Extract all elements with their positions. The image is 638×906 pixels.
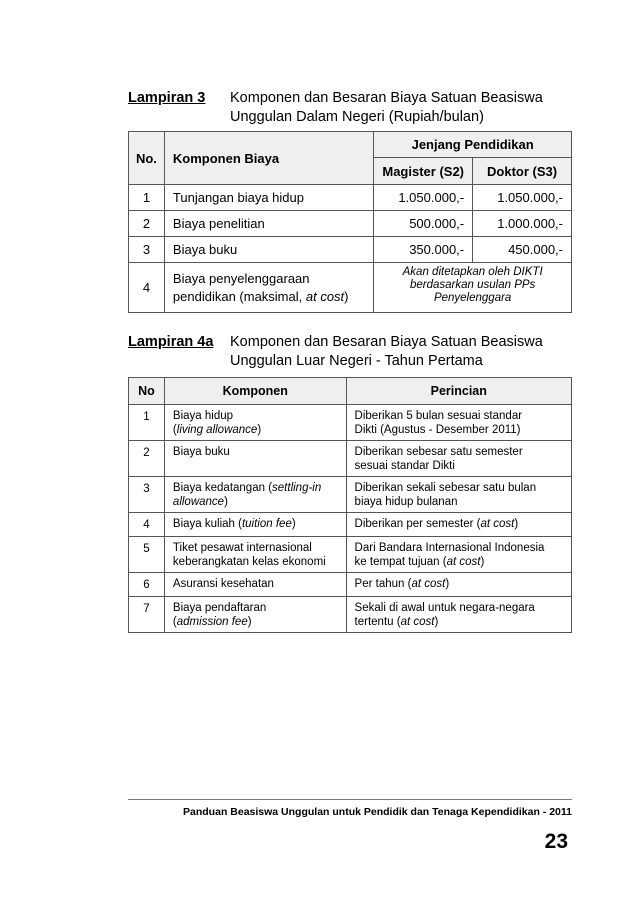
row-perincian: [346, 441, 571, 477]
row-no: 4: [129, 263, 165, 313]
komponen-line2: keberangkatan kelas ekonomi: [172, 556, 326, 568]
table-row: [129, 513, 572, 537]
komponen-line1: Biaya pendaftaran: [172, 602, 267, 614]
komponen-line1: Biaya buku: [172, 446, 230, 458]
lampiran4a-title-line2: Unggulan Luar Negeri - Tahun Pertama: [230, 353, 483, 369]
komponen-line1: Biaya hidup: [172, 410, 234, 422]
row-komponen: Biaya penelitian: [164, 211, 373, 237]
perincian-line1: Sekali di awal untuk negara-negara: [354, 602, 535, 614]
komponen-close: ): [344, 288, 349, 304]
row-s3-value: 1.050.000,-: [473, 185, 572, 211]
row-komponen: [164, 597, 346, 633]
paren-close: ): [434, 616, 439, 628]
lampiran3-title-line2: Unggulan Dalam Negeri (Rupiah/bulan): [230, 109, 484, 125]
italic-term: at cost: [411, 578, 446, 590]
italic-term: admission fee: [176, 616, 248, 628]
row-perincian: [346, 405, 571, 441]
perincian-line2: sesuai standar Dikti: [354, 460, 455, 472]
row-no: 3: [129, 477, 165, 513]
row-s2-value: 350.000,-: [374, 237, 473, 263]
table-row: [129, 185, 572, 211]
row-komponen: Biaya buku: [164, 237, 373, 263]
row-perincian: [346, 537, 571, 573]
row-komponen: [164, 537, 346, 573]
header-perincian: Perincian: [346, 378, 571, 405]
lampiran3-table: [128, 131, 572, 313]
row-no: 2: [129, 211, 165, 237]
row-komponen: [164, 513, 346, 537]
header-no: No.: [129, 132, 165, 185]
paren-open: (: [172, 424, 177, 436]
perincian-line2: biaya hidup bulanan: [354, 496, 458, 508]
row-no: 6: [129, 573, 165, 597]
note-line1: Akan ditetapkan oleh DIKTI: [402, 266, 543, 278]
row-no: 2: [129, 441, 165, 477]
italic-term: at cost: [480, 518, 515, 530]
row-s3-value: 450.000,-: [473, 237, 572, 263]
table-row: [129, 441, 572, 477]
italic-term: living allowance: [176, 424, 258, 436]
perincian-line1: Diberikan sebesar satu semester: [354, 446, 523, 458]
header-komponen: Komponen: [164, 378, 346, 405]
lampiran3-label: Lampiran 3: [128, 90, 206, 106]
paren-close: ): [291, 518, 296, 530]
header-magister: Magister (S2): [374, 158, 473, 185]
italic-term: tuition fee: [241, 518, 292, 530]
paren-close: ): [514, 518, 519, 530]
komponen-line2: pendidikan (maksimal,: [172, 288, 306, 304]
note-line3: Penyelenggara: [433, 292, 512, 304]
row-komponen: [164, 573, 346, 597]
lampiran4a-heading: [128, 333, 572, 373]
perincian-line1: Diberikan sekali sebesar satu bulan: [354, 482, 537, 494]
row-no: 5: [129, 537, 165, 573]
row-no: 4: [129, 513, 165, 537]
table-row: [129, 597, 572, 633]
paren-close: ): [224, 496, 228, 508]
paren-close: ): [247, 616, 252, 628]
perincian-line1: Dari Bandara Internasional Indonesia: [354, 542, 545, 554]
italic-term: settling-in: [272, 482, 322, 494]
perincian-line1: Diberikan 5 bulan sesuai standar: [354, 410, 523, 422]
perincian-line1: Per tahun (: [354, 578, 412, 590]
komponen-line1: Biaya penyelenggaraan: [172, 270, 310, 286]
footer-divider: [128, 799, 572, 800]
table-row: [129, 211, 572, 237]
row-perincian: [346, 477, 571, 513]
footer-text: Panduan Beasiswa Unggulan untuk Pendidik dan Tenaga Kependidikan - 2011: [183, 806, 572, 818]
row-no: 1: [129, 185, 165, 211]
italic-term: at cost: [446, 556, 481, 568]
header-no: No: [129, 378, 165, 405]
at-cost-text: at cost: [305, 288, 345, 304]
lampiran4a-table: [128, 377, 572, 633]
row-komponen: [164, 263, 373, 313]
row-s3-value: 1.000.000,-: [473, 211, 572, 237]
table-row: [129, 405, 572, 441]
row-note: [374, 263, 572, 313]
table-row: [129, 263, 572, 313]
row-komponen: Tunjangan biaya hidup: [164, 185, 373, 211]
row-perincian: [346, 573, 571, 597]
table-row: [129, 237, 572, 263]
table-row: [129, 537, 572, 573]
komponen-line1: Biaya kuliah (: [172, 518, 242, 530]
lampiran3-heading: [128, 89, 572, 129]
row-komponen: [164, 405, 346, 441]
row-no: 3: [129, 237, 165, 263]
perincian-line2: ke tempat tujuan (: [354, 556, 447, 568]
page-number: 23: [544, 830, 568, 853]
paren-close: ): [257, 424, 262, 436]
note-line2: berdasarkan usulan PPs: [409, 279, 536, 291]
paren-open: (: [172, 616, 177, 628]
table-row: [129, 477, 572, 513]
lampiran4a-title-line1: Komponen dan Besaran Biaya Satuan Beasiswa: [230, 334, 543, 350]
perincian-line1: Diberikan per semester (: [354, 518, 481, 530]
header-doktor: Doktor (S3): [473, 158, 572, 185]
row-perincian: [346, 597, 571, 633]
row-perincian: [346, 513, 571, 537]
paren-close: ): [480, 556, 485, 568]
komponen-line1: Biaya kedatangan (: [172, 482, 273, 494]
italic-term: at cost: [400, 616, 435, 628]
paren-close: ): [445, 578, 450, 590]
table-row: [129, 573, 572, 597]
row-s2-value: 500.000,-: [374, 211, 473, 237]
header-komponen-biaya: Komponen Biaya: [164, 132, 373, 185]
italic-term: allowance: [172, 496, 225, 508]
lampiran3-title-line1: Komponen dan Besaran Biaya Satuan Beasiswa: [230, 90, 543, 106]
row-no: 1: [129, 405, 165, 441]
row-s2-value: 1.050.000,-: [374, 185, 473, 211]
row-no: 7: [129, 597, 165, 633]
lampiran4a-label: Lampiran 4a: [128, 334, 214, 350]
header-jenjang-pendidikan: Jenjang Pendidikan: [374, 132, 572, 158]
komponen-line1: Asuransi kesehatan: [172, 578, 274, 590]
row-komponen: [164, 477, 346, 513]
perincian-line2: tertentu (: [354, 616, 401, 628]
perincian-line2: Dikti (Agustus - Desember 2011): [354, 424, 521, 436]
row-komponen: [164, 441, 346, 477]
komponen-line1: Tiket pesawat internasional: [172, 542, 312, 554]
